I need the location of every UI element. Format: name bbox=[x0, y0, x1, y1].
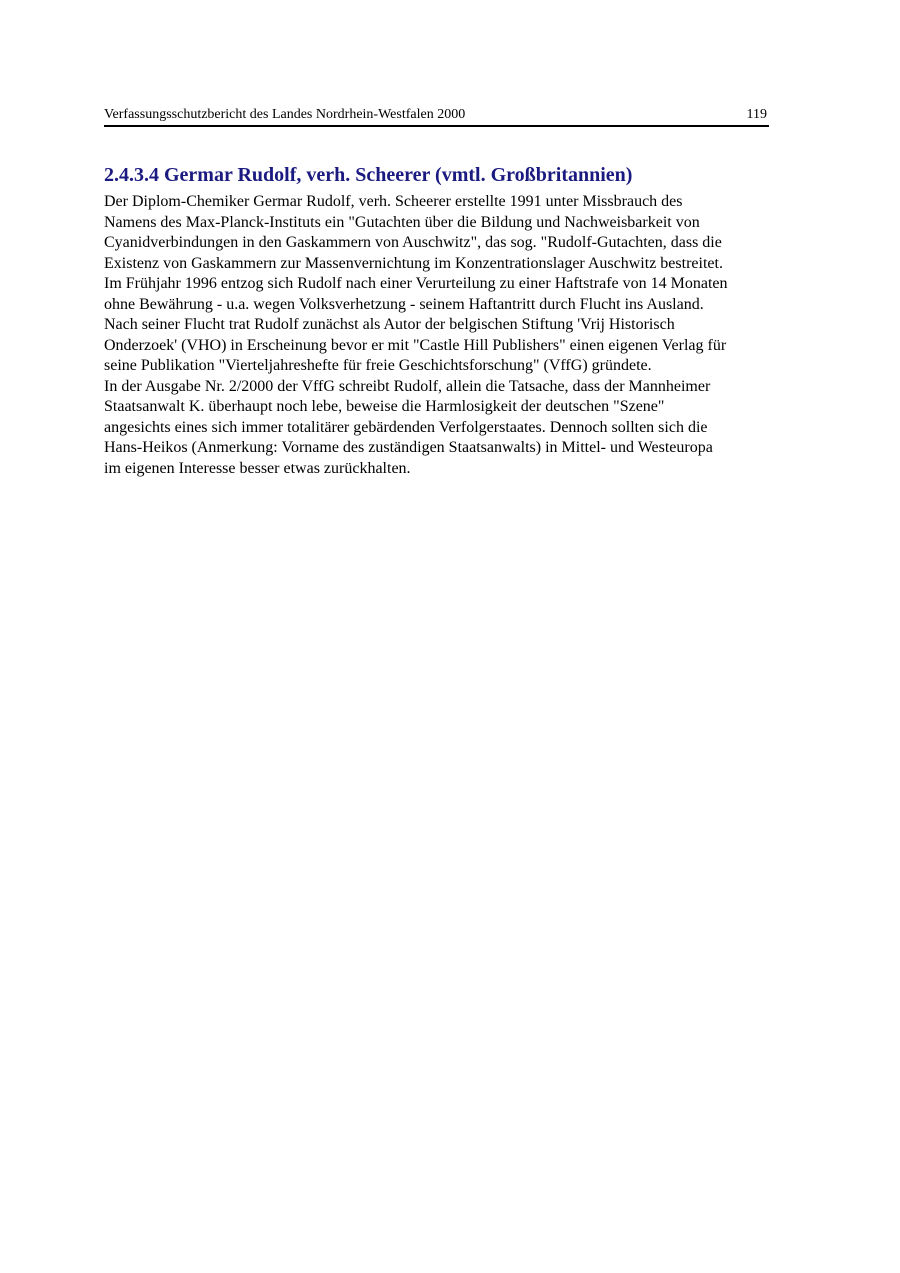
page-header bbox=[104, 106, 769, 127]
text-line: ohne Bewährung - u.a. wegen Volksverhetzung - seinem Haftantritt durch Flucht ins Ausland. bbox=[104, 295, 704, 313]
text-line: Cyanidverbindungen in den Gaskammern von Auschwitz", das sog. "Rudolf-Gutachten, dass die bbox=[104, 234, 722, 251]
text-line: Hans-Heikos (Anmerkung: Vorname des zuständigen Staatsanwalts) in Mittel- und Westeuropa bbox=[104, 439, 713, 456]
text-line: In der Ausgabe Nr. 2/2000 der VffG schreibt Rudolf, allein die Tatsache, dass der Mannheimer bbox=[104, 377, 711, 395]
text-line: Der Diplom-Chemiker Germar Rudolf, verh. Scheerer erstellte 1991 unter Missbrauch des bbox=[104, 193, 683, 210]
text-line: Onderzoek' (VHO) in Erscheinung bevor er mit "Castle Hill Publishers" einen eigenen Verlag für bbox=[104, 336, 727, 354]
text-line: Existenz von Gaskammern zur Massenvernichtung im Konzentrationslager Auschwitz bestreitet. bbox=[104, 254, 723, 272]
text-line: Im Frühjahr 1996 entzog sich Rudolf nach einer Verurteilung zu einer Haftstrafe von 14 Monaten bbox=[104, 275, 728, 292]
page-number: 119 bbox=[746, 107, 767, 122]
section-heading: 2.4.3.4 Germar Rudolf, verh. Scheerer (vmtl. Großbritannien) bbox=[104, 164, 633, 186]
text-line: seine Publikation "Vierteljahreshefte für freie Geschichtsforschung" (VffG) gründete. bbox=[104, 357, 652, 374]
text-line: Namens des Max-Planck-Instituts ein "Gutachten über die Bildung und Nachweisbarkeit von bbox=[104, 213, 700, 231]
running-header-title: Verfassungsschutzbericht des Landes Nordrhein-Westfalen 2000 bbox=[104, 107, 466, 122]
body-paragraph bbox=[104, 192, 804, 479]
text-line: Staatsanwalt K. überhaupt noch lebe, beweise die Harmlosigkeit der deutschen "Szene" bbox=[104, 398, 665, 415]
text-line: angesichts eines sich immer totalitärer gebärdenden Verfolgerstaates. Dennoch sollten sich die bbox=[104, 418, 708, 436]
text-line: Nach seiner Flucht trat Rudolf zunächst als Autor der belgischen Stiftung 'Vrij Historisch bbox=[104, 316, 675, 333]
text-line: im eigenen Interesse besser etwas zurückhalten. bbox=[104, 459, 411, 477]
